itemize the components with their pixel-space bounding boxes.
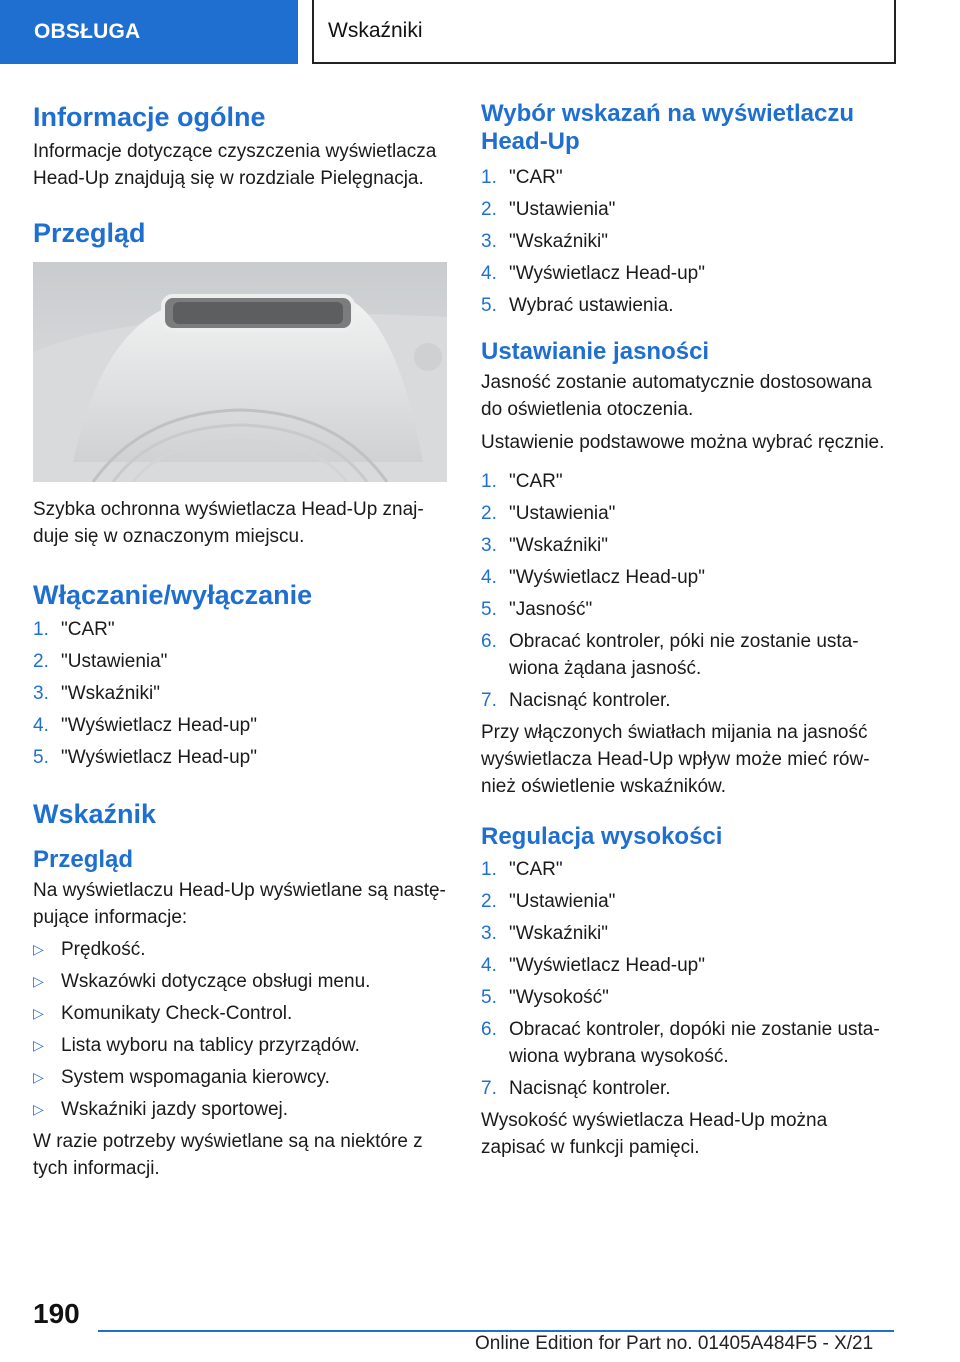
list-item: 6. Obracać kontroler, dopóki nie zostanie usta-wiona wybrana wysokość. — [481, 1019, 880, 1067]
edition-text: Online Edition for Part no. 01405A484F5 - X/21 — [475, 1333, 874, 1354]
list-item: 4. "Wyświetlacz Head-up" — [481, 263, 705, 284]
right-column — [481, 100, 895, 1161]
left-column — [33, 100, 447, 1182]
list-item: 4. "Wyświetlacz Head-up" — [481, 567, 705, 588]
list-item: 3. "Wskaźniki" — [481, 535, 608, 556]
height-steps — [481, 856, 895, 1102]
list-item: 3. "Wskaźniki" — [481, 231, 608, 252]
indicator-subheading: Przegląd — [33, 846, 134, 873]
list-item: 1. "CAR" — [481, 167, 563, 188]
brightness-note: Przy włączonych światłach mijania na jasność wyświetlacza Head-Up wpływ może mieć rów-nież oświetlenie wskaźników. — [481, 722, 870, 797]
list-item: 5. "Wysokość" — [481, 987, 609, 1008]
onoff-heading: Włączanie/wyłączanie — [33, 580, 313, 610]
list-item: 7. Nacisnąć kontroler. — [481, 690, 671, 711]
list-item: 2. "Ustawienia" — [481, 199, 616, 220]
indicator-outro: W razie potrzeby wyświetlane są na niektóre z tych informacji. — [33, 1131, 423, 1179]
list-item: 1. "CAR" — [33, 619, 115, 640]
list-item: ▷ Wskazówki dotyczące obsługi menu. — [33, 968, 447, 995]
list-item: 2. "Ustawienia" — [33, 651, 168, 672]
indicator-heading: Wskaźnik — [33, 799, 157, 829]
height-note: Wysokość wyświetlacza Head-Up można zapisać w funkcji pamięci. — [481, 1110, 828, 1158]
triangle-bullet-icon: ▷ — [33, 941, 44, 957]
list-item: 5. "Wyświetlacz Head-up" — [33, 747, 257, 768]
list-item: 5. "Jasność" — [481, 599, 593, 620]
general-text: Informacje dotyczące czyszczenia wyświetlacza Head-Up znajdują się w rozdziale Pielęgnacja. — [33, 141, 437, 189]
brightness-heading: Ustawianie jasności — [481, 338, 710, 365]
indicator-intro: Na wyświetlaczu Head-Up wyświetlane są nastę-pujące informacje: — [33, 880, 446, 928]
triangle-bullet-icon: ▷ — [33, 973, 44, 989]
list-item: 1. "CAR" — [481, 471, 563, 492]
list-item: 3. "Wskaźniki" — [481, 923, 608, 944]
list-item: ▷ System wspomagania kierowcy. — [33, 1064, 447, 1091]
list-item: 3. "Wskaźniki" — [33, 683, 160, 704]
dashboard-illustration — [33, 262, 447, 482]
indicator-bullets — [33, 936, 447, 1123]
list-item: 2. "Ustawienia" — [481, 891, 616, 912]
list-item: ▷ Wskaźniki jazdy sportowej. — [33, 1096, 447, 1123]
list-item: ▷ Prędkość. — [33, 936, 447, 963]
brightness-manual-text: Ustawienie podstawowe można wybrać ręcznie. — [481, 432, 885, 453]
list-item: 6. Obracać kontroler, póki nie zostanie usta-wiona żądana jasność. — [481, 631, 859, 679]
list-item: ▷ Lista wyboru na tablicy przyrządów. — [33, 1032, 447, 1059]
list-item: 2. "Ustawienia" — [481, 503, 616, 524]
overview-heading: Przegląd — [33, 218, 146, 248]
list-item: 4. "Wyświetlacz Head-up" — [481, 955, 705, 976]
chapter-title: Wskaźniki — [312, 0, 896, 64]
height-heading: Regulacja wysokości — [481, 823, 723, 850]
triangle-bullet-icon: ▷ — [33, 1101, 44, 1117]
select-steps — [481, 164, 895, 319]
general-heading: Informacje ogólne — [33, 102, 266, 132]
list-item: 7. Nacisnąć kontroler. — [481, 1078, 671, 1099]
footer-divider — [98, 1330, 894, 1332]
head-up-display-photo — [33, 262, 447, 482]
onoff-steps — [33, 616, 447, 771]
triangle-bullet-icon: ▷ — [33, 1037, 44, 1053]
brightness-text: Jasność zostanie automatycznie dostosowana do oświetlenia otoczenia. — [481, 372, 872, 420]
list-item: 1. "CAR" — [481, 859, 563, 880]
triangle-bullet-icon: ▷ — [33, 1069, 44, 1085]
list-item: ▷ Komunikaty Check-Control. — [33, 1000, 447, 1027]
brightness-steps — [481, 468, 895, 714]
select-heading: Wybór wskazań na wyświetlaczu Head-Up — [481, 100, 855, 155]
list-item: 5. Wybrać ustawienia. — [481, 295, 674, 316]
photo-caption: Szybka ochronna wyświetlacza Head-Up znaj-duje się w oznaczonym miejscu. — [33, 499, 424, 547]
triangle-bullet-icon: ▷ — [33, 1005, 44, 1021]
section-tab: OBSŁUGA — [0, 0, 298, 64]
list-item: 4. "Wyświetlacz Head-up" — [33, 715, 257, 736]
page-number: 190 — [33, 1298, 80, 1329]
